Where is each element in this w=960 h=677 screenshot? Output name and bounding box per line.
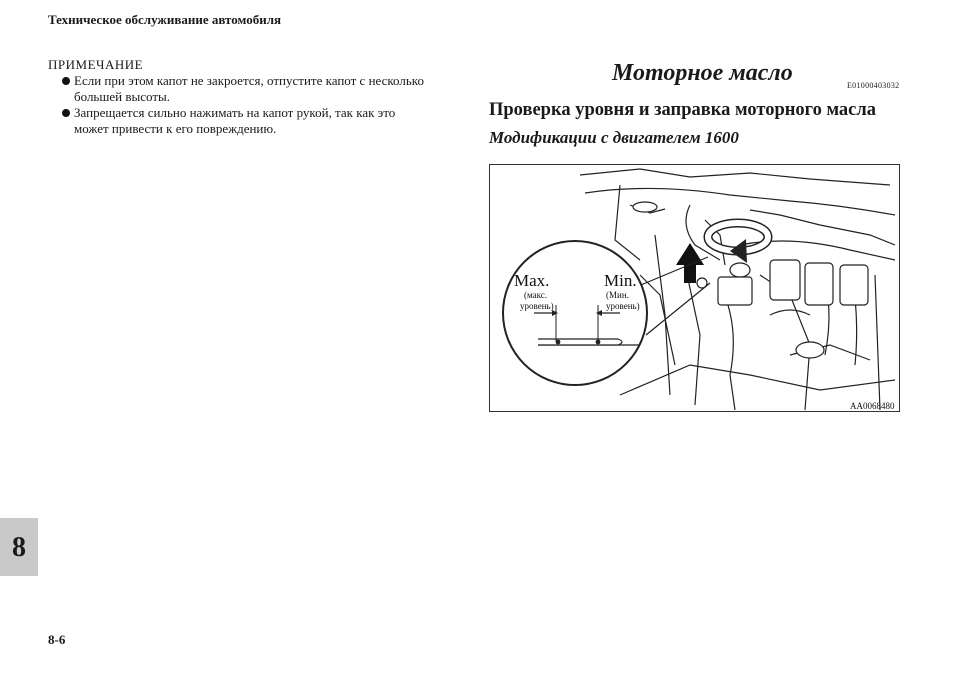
- page-number: 8-6: [48, 632, 66, 647]
- note-title: ПРИМЕЧАНИЕ: [48, 57, 144, 72]
- note-block: [48, 57, 468, 137]
- up-arrow-icon: [676, 243, 704, 283]
- page-heading: Проверка уровня и заправка моторного масла: [489, 100, 877, 120]
- section-title: Моторное масло: [612, 60, 793, 86]
- min-sublabel: уровень): [606, 301, 640, 311]
- note-bullet-line: большей высоты.: [74, 89, 170, 104]
- bullet-dot-icon: [62, 109, 70, 117]
- max-sublabel: (макс.: [524, 290, 548, 300]
- engine-oil-figure: [489, 164, 900, 412]
- note-bullet: [48, 73, 468, 105]
- note-bullet-line: Если при этом капот не закроется, отпустите капот с несколько: [74, 73, 424, 88]
- engine-bay-illustration: [490, 165, 900, 412]
- chapter-tab: [0, 518, 38, 576]
- max-sublabel: уровень): [520, 301, 554, 311]
- bullet-dot-icon: [62, 77, 70, 85]
- page-subheading: Модификации с двигателем 1600: [489, 128, 739, 147]
- min-label: Min.: [604, 271, 637, 290]
- figure-code: AA0068480: [850, 401, 895, 411]
- chapter-number: 8: [12, 532, 26, 563]
- page-header: Техническое обслуживание автомобиля: [48, 12, 282, 27]
- note-bullet-line: Запрещается сильно нажимать на капот рукой, так как это: [74, 105, 396, 120]
- note-bullet: [48, 105, 468, 137]
- rotate-arrow-icon: [708, 223, 768, 263]
- section-code: E01000403032: [847, 81, 900, 90]
- note-bullet-line: может привести к его повреждению.: [74, 121, 277, 136]
- min-sublabel: (Мин.: [606, 290, 629, 300]
- max-label: Max.: [514, 271, 550, 290]
